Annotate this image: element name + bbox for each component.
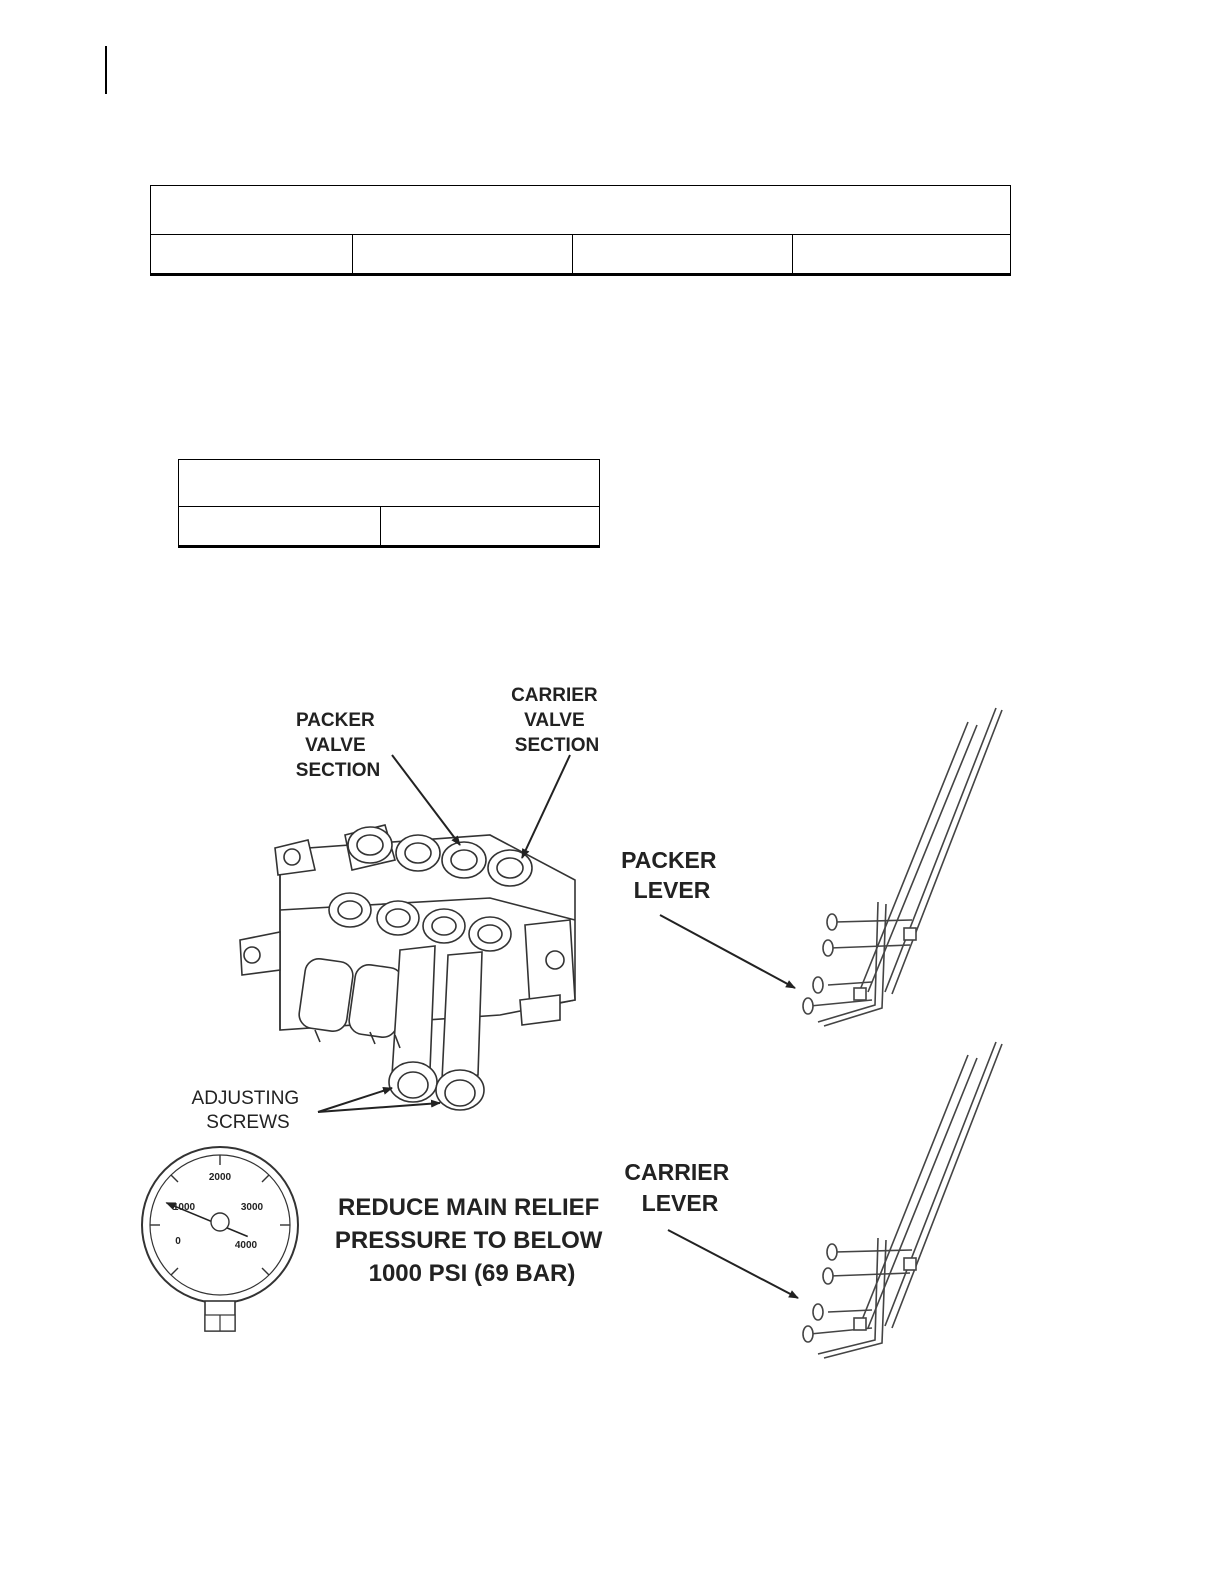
carrier-lever-drawing xyxy=(803,1042,1002,1358)
gauge-tick-label: 3000 xyxy=(240,1202,264,1213)
table-middle-cell xyxy=(179,507,381,547)
gauge-tick-label: 2000 xyxy=(208,1172,232,1183)
relief-pressure-instruction: REDUCE MAIN RELIEF PRESSURE TO BELOW 1000 PSI (69 BAR) xyxy=(334,1194,603,1287)
gauge-tick-label: 4000 xyxy=(234,1240,258,1251)
relief-valve-figure xyxy=(130,670,1030,1370)
table-top-header xyxy=(151,186,1011,235)
svg-text:PACKER VALVE SECTI: PACKER VALVE SECTION xyxy=(295,710,381,781)
packer-valve-section-callout xyxy=(296,710,460,845)
svg-text:CARRIER VALVE SECT: CARRIER VALVE SECTION xyxy=(511,685,600,756)
margin-change-bar xyxy=(105,46,107,94)
table-middle xyxy=(178,459,600,548)
control-valve-drawing xyxy=(240,825,575,1110)
table-middle-header xyxy=(179,460,600,507)
carrier-lever-callout xyxy=(624,1159,798,1298)
table-top-cell xyxy=(793,235,1011,275)
table-top-cell xyxy=(353,235,573,275)
packer-lever-callout xyxy=(621,847,795,988)
table-middle-cell xyxy=(381,507,600,547)
gauge-tick-label: 0 xyxy=(175,1236,181,1247)
packer-lever-drawing xyxy=(803,708,1002,1026)
table-top-cell xyxy=(151,235,353,275)
svg-text:PACKER LEVER: PACKER LEVER xyxy=(621,847,717,903)
table-top-cell xyxy=(573,235,793,275)
svg-text:CARRIER LEVER: CARRIER LEVER xyxy=(624,1159,730,1216)
pressure-gauge xyxy=(142,1147,298,1331)
carrier-valve-section-callout xyxy=(511,685,603,858)
svg-text:ADJUSTING SCREWS: ADJUSTING SCREWS xyxy=(191,1088,300,1133)
gauge-tick-label: 1000 xyxy=(172,1202,196,1213)
table-top xyxy=(150,185,1011,276)
